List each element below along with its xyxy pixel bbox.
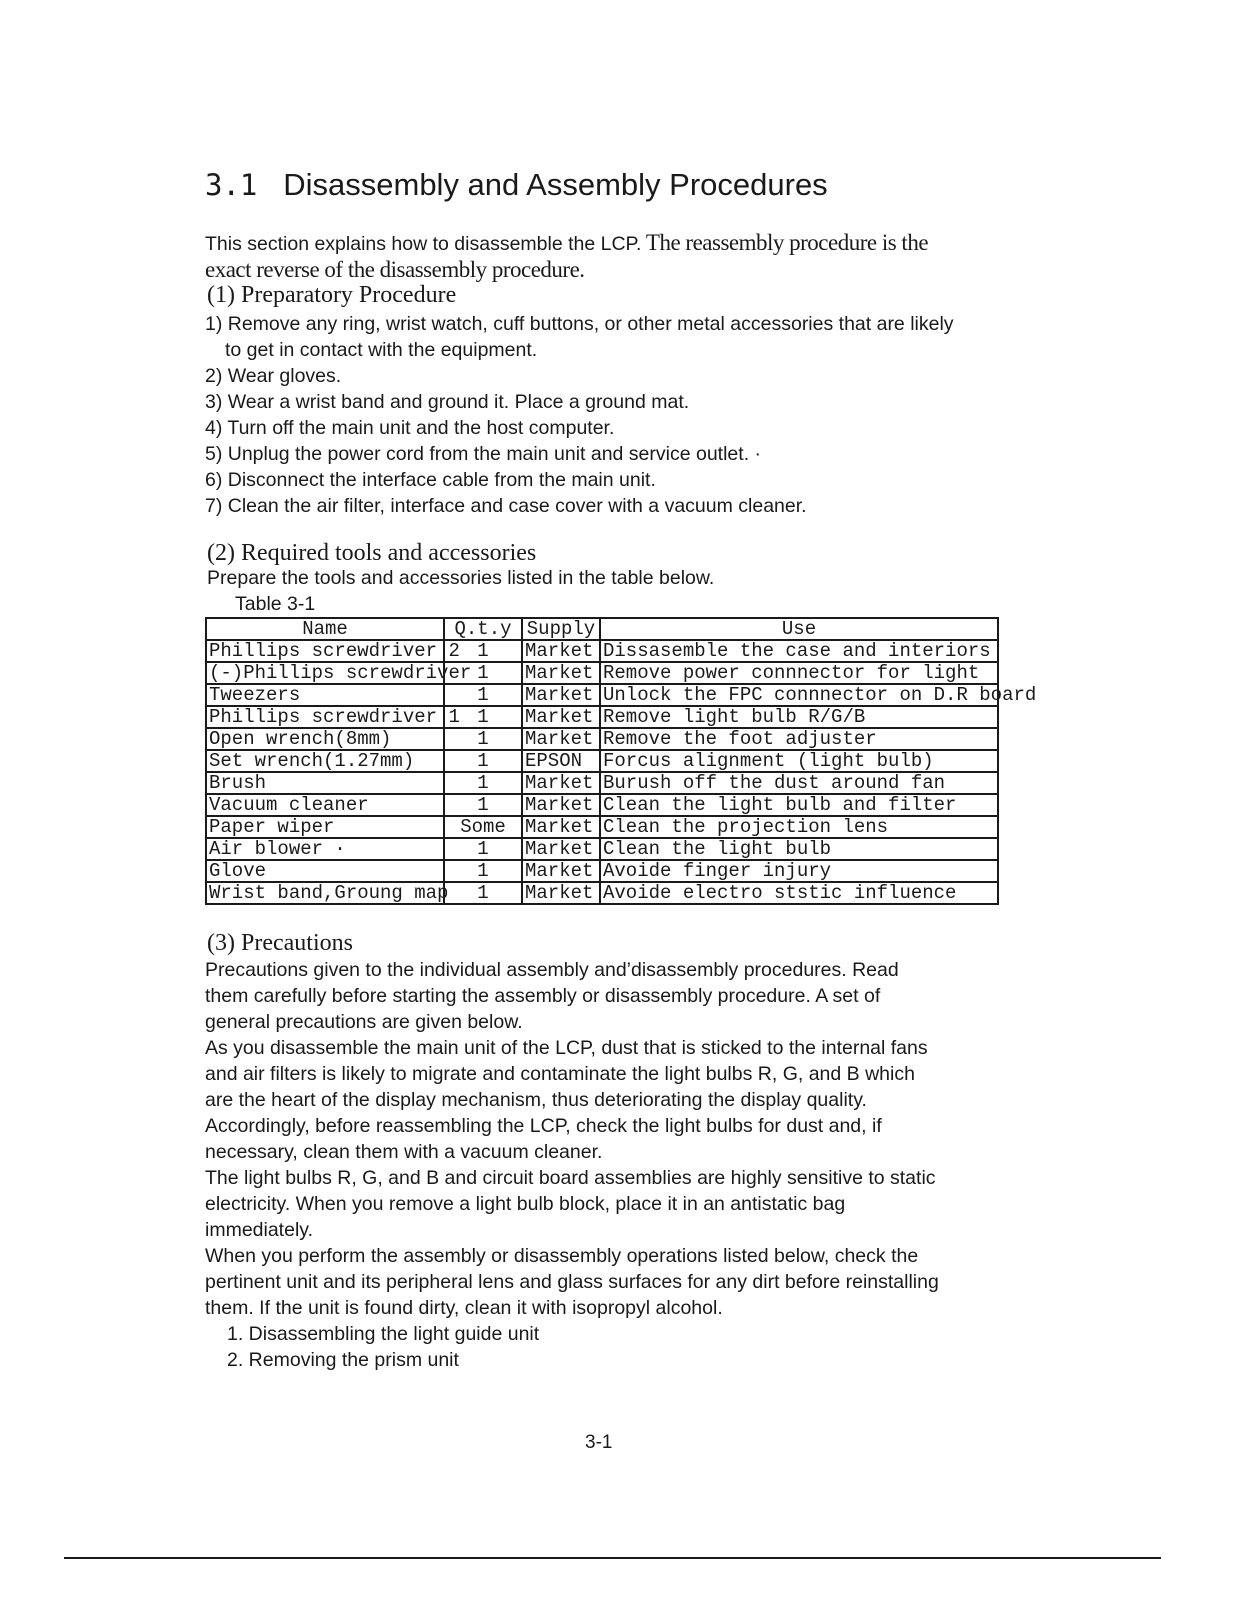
precautions-heading: (3) Precautions <box>207 930 353 956</box>
cell-supply: Market <box>522 816 600 838</box>
footer-rule <box>64 1557 1161 1559</box>
cell-use: Burush off the dust around fan <box>600 772 998 794</box>
cell-qty: 1 <box>444 772 522 794</box>
column-header-qty: Q.t.y <box>444 618 522 640</box>
step-line: 4) Turn off the main unit and the host computer. <box>205 417 615 439</box>
cell-use: Avoide finger injury <box>600 860 998 882</box>
cell-use: Avoide electro ststic influence <box>600 882 998 904</box>
cell-qty: 1 <box>444 838 522 860</box>
cell-qty: 1 <box>444 728 522 750</box>
precaution-line: them. If the unit is found dirty, clean it with isopropyl alcohol. <box>205 1297 723 1319</box>
precaution-line: are the heart of the display mechanism, thus deteriorating the display quality. <box>205 1089 867 1111</box>
precaution-line: electricity. When you remove a light bulb block, place it in an antistatic bag <box>205 1193 846 1215</box>
column-header-supply: Supply <box>522 618 600 640</box>
cell-name: Vacuum cleaner <box>206 794 444 816</box>
preparatory-steps <box>205 311 954 519</box>
step-line: 3) Wear a wrist band and ground it. Place a ground mat. <box>205 391 690 413</box>
precaution-line: Accordingly, before reassembling the LCP, check the light bulbs for dust and, if <box>205 1115 882 1137</box>
precaution-line: necessary, clean them with a vacuum cleaner. <box>205 1141 603 1163</box>
step-line: 7) Clean the air filter, interface and case cover with a vacuum cleaner. <box>205 495 807 517</box>
precaution-line: pertinent unit and its peripheral lens and glass surfaces for any dirt before reinstalling <box>205 1271 939 1293</box>
cell-name: Paper wiper <box>206 816 444 838</box>
list-item: 2. Removing the prism unit <box>227 1349 459 1371</box>
cell-supply: Market <box>522 684 600 706</box>
table-row <box>206 684 998 706</box>
tools-heading: (2) Required tools and accessories <box>207 540 537 566</box>
precaution-line: The light bulbs R, G, and B and circuit board assemblies are highly sensitive to static <box>205 1167 936 1189</box>
table-caption: Table 3-1 <box>235 593 316 615</box>
table-row <box>206 772 998 794</box>
cell-qty: 1 <box>444 882 522 904</box>
cell-use: Clean the projection lens <box>600 816 998 838</box>
cell-name: Phillips screwdriver 1 <box>206 706 444 728</box>
cell-use: Forcus alignment (light bulb) <box>600 750 998 772</box>
cell-supply: Market <box>522 882 600 904</box>
cell-supply: Market <box>522 640 600 662</box>
cell-name: Phillips screwdriver 2 <box>206 640 444 662</box>
table-row <box>206 750 998 772</box>
intro-line-1 <box>205 230 928 256</box>
cell-use: Dissasemble the case and interiors <box>600 640 998 662</box>
cell-name: Open wrench(8mm) <box>206 728 444 750</box>
section-title-text: Disassembly and Assembly Procedures <box>283 167 828 202</box>
cell-qty: Some <box>444 816 522 838</box>
cell-name: Tweezers <box>206 684 444 706</box>
precaution-line: and air filters is likely to migrate and contaminate the light bulbs R, G, and B which <box>205 1063 915 1085</box>
cell-supply: Market <box>522 772 600 794</box>
table-row <box>206 860 998 882</box>
cell-qty: 1 <box>444 750 522 772</box>
tools-intro: Prepare the tools and accessories listed in the table below. <box>207 567 715 589</box>
intro-sans-text: This section explains how to disassemble the LCP. <box>205 233 642 255</box>
step-line: 5) Unplug the power cord from the main unit and service outlet. · <box>205 443 762 465</box>
cell-supply: Market <box>522 860 600 882</box>
cell-supply: Market <box>522 728 600 750</box>
intro-serif-text-1: The reassembly procedure is the <box>645 230 929 255</box>
cell-supply: Market <box>522 838 600 860</box>
cell-qty: 1 <box>444 794 522 816</box>
cell-use: Unlock the FPC connnector on D.R board <box>600 684 998 706</box>
cell-name: Air blower · <box>206 838 444 860</box>
section-number: 3.1 <box>205 168 258 202</box>
cell-name: (-)Phillips screwdriver <box>206 662 444 684</box>
intro-serif-text-2: exact reverse of the disassembly procedure. <box>205 257 585 282</box>
step-line: 1) Remove any ring, wrist watch, cuff buttons, or other metal accessories that are likely <box>205 313 954 335</box>
preparatory-heading: (1) Preparatory Procedure <box>207 282 457 308</box>
table-row <box>206 816 998 838</box>
precautions-text <box>205 957 939 1373</box>
table-header-row <box>206 618 998 640</box>
list-item: 1. Disassembling the light guide unit <box>227 1323 540 1345</box>
cell-supply: Market <box>522 662 600 684</box>
cell-use: Remove light bulb R/G/B <box>600 706 998 728</box>
page-number: 3-1 <box>585 1432 613 1453</box>
cell-qty: 1 <box>444 662 522 684</box>
cell-supply: Market <box>522 794 600 816</box>
section-title <box>205 167 828 203</box>
precaution-line: general precautions are given below. <box>205 1011 523 1033</box>
cell-name: Brush <box>206 772 444 794</box>
cell-supply: EPSON <box>522 750 600 772</box>
cell-use: Remove the foot adjuster <box>600 728 998 750</box>
cell-qty: 1 <box>444 860 522 882</box>
precaution-line: As you disassemble the main unit of the LCP, dust that is sticked to the internal fans <box>205 1037 928 1059</box>
step-line: to get in contact with the equipment. <box>225 339 538 361</box>
cell-name: Glove <box>206 860 444 882</box>
table-row <box>206 662 998 684</box>
precaution-line: Precautions given to the individual assembly and’disassembly procedures. Read <box>205 959 899 981</box>
cell-use: Clean the light bulb and filter <box>600 794 998 816</box>
table-row <box>206 794 998 816</box>
column-header-use: Use <box>600 618 998 640</box>
table-row <box>206 728 998 750</box>
cell-name: Set wrench(1.27mm) <box>206 750 444 772</box>
table-row <box>206 706 998 728</box>
table-row <box>206 640 998 662</box>
cell-use: Clean the light bulb <box>600 838 998 860</box>
table-row <box>206 838 998 860</box>
precaution-line: them carefully before starting the assembly or disassembly procedure. A set of <box>205 985 881 1007</box>
cell-qty: 1 <box>444 706 522 728</box>
column-header-name: Name <box>206 618 444 640</box>
precaution-line: immediately. <box>205 1219 314 1241</box>
tools-table-body <box>206 640 1037 904</box>
cell-name: Wrist band,Groung map <box>206 882 444 904</box>
precaution-line: When you perform the assembly or disassembly operations listed below, check the <box>205 1245 919 1267</box>
cell-qty: 1 <box>444 684 522 706</box>
tools-table <box>205 617 1037 905</box>
cell-qty: 1 <box>444 640 522 662</box>
cell-use: Remove power connnector for light <box>600 662 998 684</box>
step-line: 6) Disconnect the interface cable from the main unit. <box>205 469 656 491</box>
cell-supply: Market <box>522 706 600 728</box>
step-line: 2) Wear gloves. <box>205 365 342 387</box>
table-row <box>206 882 998 904</box>
